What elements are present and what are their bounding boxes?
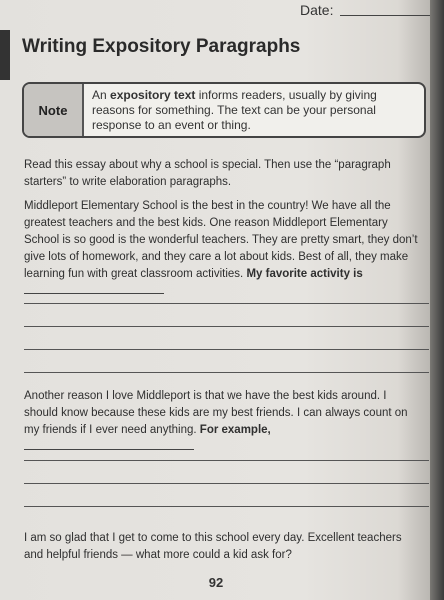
starter-1-answer-line[interactable] (24, 293, 164, 294)
answer-line-5[interactable] (24, 460, 429, 461)
paragraph-starter-2: For example, (199, 424, 271, 436)
paragraph-1-text: Middleport Elementary School is the best in the country! We have all the greatest teachers and the best kids. One reason Middleport Elementary School is so good is the wonderful teachers. They are pretty smart, they don’t give lots of homework, and they care a lot about kids. Best of all, they make learning fun with great classroom activities. (24, 200, 418, 280)
essay-paragraph-3: I am so glad that I get to come to this school every day. Excellent teachers and helpful friends — what more could a kid ask for? (24, 532, 402, 561)
paragraph-starter-1: My favorite activity is (246, 268, 363, 280)
note-label: Note (24, 84, 84, 136)
page-title: Writing Expository Paragraphs (22, 36, 301, 57)
paragraph-2-text: Another reason I love Middleport is that we have the best kids around. I should know because these kids are my best friends. I can always count on my friends if I ever need anything. (24, 390, 408, 436)
answer-line-2[interactable] (24, 326, 429, 327)
instructions: Read this essay about why a school is special. Then use the “paragraph starters” to write elaboration paragraphs. (24, 159, 391, 188)
note-keyword: expository text (110, 88, 196, 102)
page-number: 92 (208, 575, 224, 590)
answer-line-3[interactable] (24, 349, 429, 350)
answer-line-1[interactable] (24, 303, 429, 304)
book-spine (430, 0, 444, 600)
note-text-end: informs readers, usually by giving reasons for something. The text can be your personal response to an event or thing. (92, 88, 377, 132)
note-text-start: An (92, 88, 111, 102)
starter-2-answer-line[interactable] (24, 449, 194, 450)
margin-tab (0, 30, 10, 80)
date-write-line[interactable] (340, 15, 432, 16)
essay-paragraph-1 (24, 198, 420, 300)
note-text (92, 88, 422, 133)
answer-line-4[interactable] (24, 372, 429, 373)
note-box (22, 82, 426, 138)
essay-paragraph-2 (24, 388, 420, 456)
answer-line-6[interactable] (24, 483, 429, 484)
date-label: Date: (300, 2, 334, 18)
answer-line-7[interactable] (24, 506, 429, 507)
